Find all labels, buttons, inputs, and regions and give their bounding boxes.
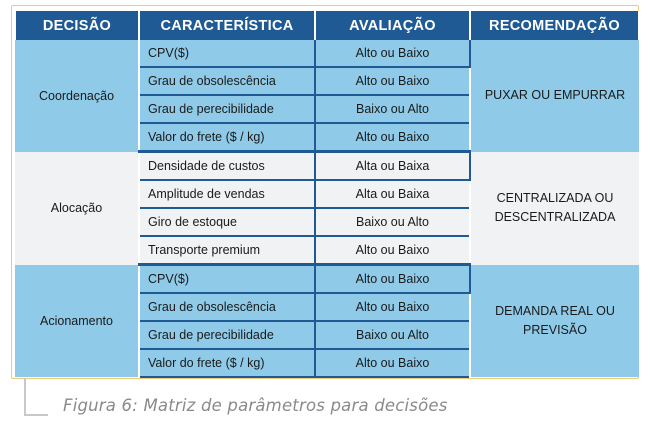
- evaluation-cell: Baixo ou Alto: [315, 95, 470, 123]
- characteristic-cell: Grau de obsolescência: [139, 293, 315, 321]
- recommendation-line: PREVISÃO: [523, 322, 587, 337]
- recommendation-cell: [470, 152, 639, 265]
- decision-cell: Alocação: [15, 152, 139, 265]
- decision-matrix-table: [14, 11, 640, 378]
- recommendation-line: PUXAR OU EMPURRAR: [484, 88, 626, 103]
- evaluation-cell: Alto ou Baixo: [315, 265, 470, 294]
- characteristic-cell: Grau de perecibilidade: [139, 95, 315, 123]
- characteristic-cell: Amplitude de vendas: [139, 180, 315, 208]
- table-row: [15, 40, 639, 67]
- decision-cell: Acionamento: [15, 265, 139, 378]
- characteristic-cell: CPV($): [139, 265, 315, 294]
- header-decision: DECISÃO: [15, 11, 139, 40]
- recommendation-line: CENTRALIZADA OU: [496, 191, 614, 205]
- characteristic-cell: Densidade de custos: [139, 152, 315, 181]
- caption-bracket: [24, 378, 48, 416]
- recommendation-line: DEMANDA REAL OU: [495, 303, 615, 318]
- characteristic-cell: Valor do frete ($ / kg): [139, 123, 315, 152]
- figure-caption: Figura 6: Matriz de parâmetros para decisões: [63, 396, 448, 415]
- characteristic-cell: Grau de perecibilidade: [139, 321, 315, 349]
- header-recommendation: RECOMENDAÇÃO: [470, 11, 639, 40]
- characteristic-cell: Grau de obsolescência: [139, 67, 315, 95]
- table-row: [15, 265, 639, 294]
- characteristic-cell: Transporte premium: [139, 236, 315, 265]
- evaluation-cell: Alto ou Baixo: [315, 123, 470, 152]
- header-row: [15, 11, 639, 40]
- recommendation-cell: [470, 265, 639, 378]
- recommendation-line: DESCENTRALIZADA: [494, 210, 616, 224]
- evaluation-cell: Baixo ou Alto: [315, 321, 470, 349]
- header-evaluation: AVALIAÇÃO: [315, 11, 470, 40]
- decision-cell: Coordenação: [15, 40, 139, 152]
- recommendation-cell: [470, 40, 639, 152]
- characteristic-cell: Giro de estoque: [139, 208, 315, 236]
- evaluation-cell: Alto ou Baixo: [315, 236, 470, 265]
- evaluation-cell: Alto ou Baixo: [315, 40, 470, 67]
- characteristic-cell: CPV($): [139, 40, 315, 67]
- evaluation-cell: Baixo ou Alto: [315, 208, 470, 236]
- evaluation-cell: Alto ou Baixo: [315, 349, 470, 377]
- table-row: [15, 152, 639, 181]
- evaluation-cell: Alta ou Baixa: [315, 152, 470, 181]
- characteristic-cell: Valor do frete ($ / kg): [139, 349, 315, 377]
- header-characteristic: CARACTERÍSTICA: [139, 11, 315, 40]
- evaluation-cell: Alto ou Baixo: [315, 293, 470, 321]
- evaluation-cell: Alta ou Baixa: [315, 180, 470, 208]
- evaluation-cell: Alto ou Baixo: [315, 67, 470, 95]
